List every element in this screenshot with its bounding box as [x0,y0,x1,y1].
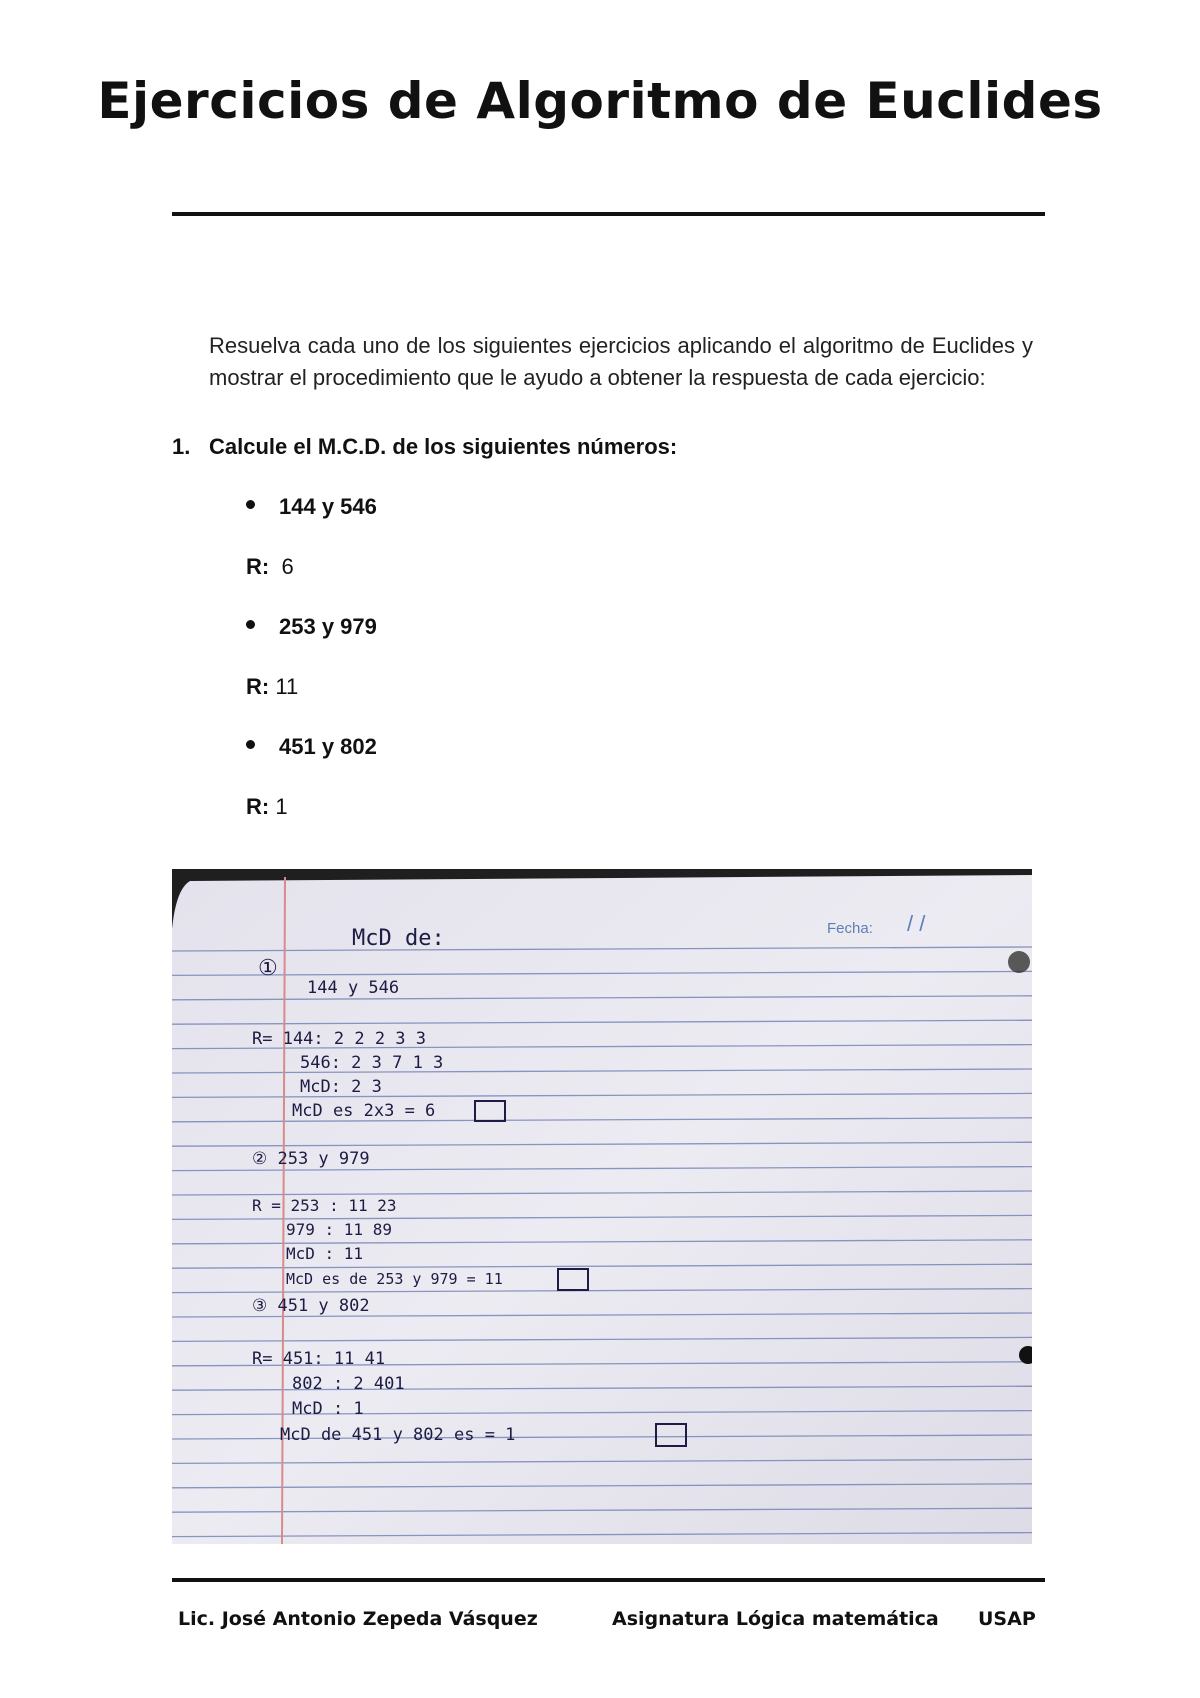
exercise-item [246,614,377,640]
answer-value: 6 [281,554,294,579]
exercise-item [246,494,377,520]
exercise-pair: 253 y 979 [279,614,377,639]
question-number: 1. [172,434,191,459]
exercise-marker: ① [258,956,278,981]
footer-author: Lic. José Antonio Zepeda Vásquez [178,1608,538,1630]
handwritten-line: McD: 2 3 [300,1077,382,1097]
exercise-item [246,734,377,760]
exercise-pair: 451 y 802 [279,734,377,759]
footer-institution: USAP [978,1608,1036,1630]
handwritten-line: 144 y 546 [307,978,400,998]
answer-label: R: [246,794,270,819]
handwritten-line: 979 : 11 89 [286,1220,392,1239]
handwritten-line: R= 451: 11 41 [252,1349,386,1369]
handwritten-line: R = 253 : 11 23 [252,1196,397,1215]
bullet-icon [246,740,255,749]
exercise-answer [246,674,298,700]
answer-value: 11 [275,674,299,699]
answer-label: R: [246,674,270,699]
handwritten-line: McD : 1 [292,1399,364,1419]
handwritten-line: 546: 2 3 7 1 3 [300,1053,444,1073]
handwritten-line: McD es de 253 y 979 = 11 [286,1270,503,1288]
bullet-icon [246,500,255,509]
handwritten-line: McD es 2x3 = 6 [292,1101,436,1121]
question-text: Calcule el M.C.D. de los siguientes números: [209,434,678,459]
question-heading [172,434,677,460]
exercise-pair: 144 y 546 [279,494,377,519]
handwritten-line: 802 : 2 401 [292,1374,405,1394]
handwritten-line: McD de 451 y 802 es = 1 [280,1425,516,1445]
exercise-answer [246,554,294,580]
bullet-icon [246,620,255,629]
notebook-photo [172,869,1032,1544]
fecha-slashes: / / [907,911,926,936]
handwritten-line: ③ 451 y 802 [252,1296,370,1316]
exercise-answer [246,794,288,820]
answer-label: R: [246,554,270,579]
binder-hole-icon [1008,951,1030,973]
footer-subject: Asignatura Lógica matemática [612,1608,939,1630]
instructions-paragraph: Resuelva cada uno de los siguientes ejercicios aplicando el algoritmo de Euclides y mostrar el procedimiento que le ayudo a obtener la respuesta de cada ejercicio: [209,333,1033,390]
fecha-label: Fecha: [827,920,873,937]
handwritten-line: ② 253 y 979 [252,1149,370,1169]
handwritten-line: R= 144: 2 2 2 3 3 [252,1029,426,1049]
document-title: Ejercicios de Algoritmo de Euclides [97,72,1103,130]
answer-value: 1 [275,794,288,819]
notebook-heading: McD de: [352,926,445,951]
footer-divider [172,1578,1045,1582]
title-divider [172,212,1045,216]
handwritten-line: McD : 11 [286,1244,364,1263]
